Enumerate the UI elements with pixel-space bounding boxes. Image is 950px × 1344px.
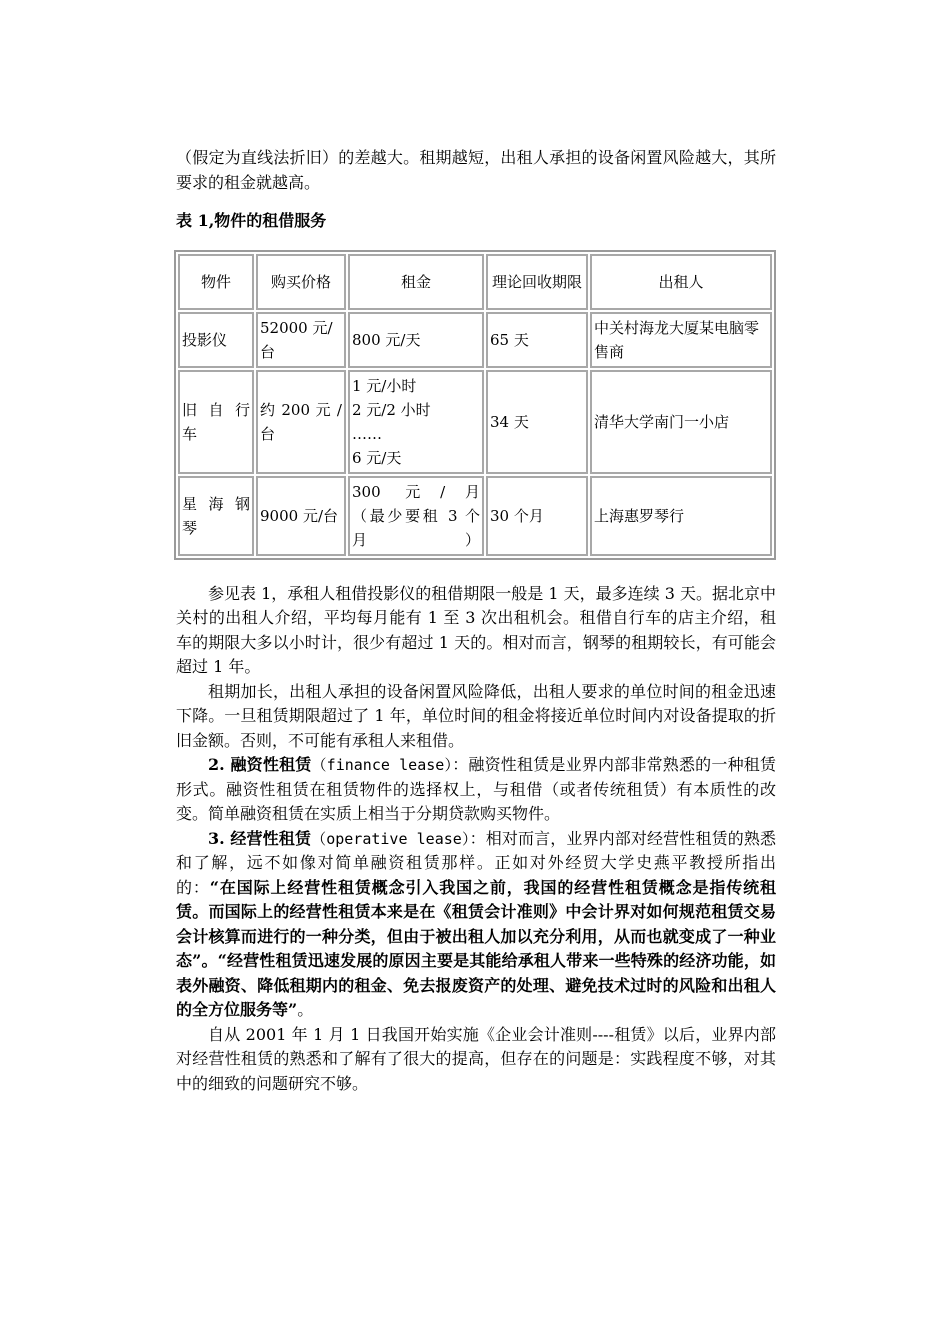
paragraph-lease-term: 租期加长，出租人承担的设备闲置风险降低，出租人要求的单位时间的租金迅速下降。一旦租赁期限超过了 1 年，单位时间的租金将接近单位时间内对设备提取的折旧金额。否则，不可能有承租人来租借。 [176,681,776,750]
price-cell: 9000 元/台 [256,476,346,556]
lessor-cell: 清华大学南门一小店 [590,370,772,474]
period-cell: 65 天 [486,312,588,368]
paragraph-operative-lease [176,827,776,1023]
rent-cell [348,476,484,556]
rental-table [174,250,776,560]
intro-paragraph: （假定为直线法折旧）的差越大。租期越短，出租人承担的设备闲置风险越大，其所要求的租金就越高。 [176,148,776,192]
section-heading: 经营性租赁 [230,828,312,848]
period-cell: 34 天 [486,370,588,474]
table-row [178,370,772,474]
header-cell: 购买价格 [256,254,346,310]
table-row [178,476,772,556]
section-body: ：融资性租赁是业界内部非常熟悉的一种租赁形式。融资性租赁在租赁物件的选择权上，与租借（或者传统租赁）有本质性的改变。简单融资租赁在实质上相当于分期贷款购买物件。 [176,755,776,823]
paragraph-table-reference: 参见表 1，承租人租借投影仪的租借期限一般是 1 天，最多连续 3 天。据北京中关村的出租人介绍，平均每月能有 1 至 3 次出租机会。租借自行车的店主介绍，租车的期限大多以小时计，很少有超过 1 天的。相对而言，钢琴的租期较长，有可能会超过 1 年。 [176,583,776,676]
item-cell: 旧 自 行 车 [178,370,254,474]
paragraph-finance-lease [176,753,776,827]
document-page [176,146,776,1096]
header-cell: 出租人 [590,254,772,310]
section-heading: 融资性租赁 [230,755,312,774]
rent-line: （最少要租 3 个月） [352,506,480,549]
lessor-cell: 中关村海龙大厦某电脑零售商 [590,312,772,368]
price-cell: 约 200 元 /台 [256,370,346,474]
rent-line: 1 元/小时 [352,376,417,395]
rent-line: 6 元/天 [352,448,402,467]
section-number: 3. [208,828,231,848]
section-number: 2. [208,755,231,774]
rent-line: 300 元/月 [352,482,480,501]
rent-cell [348,312,484,368]
quotation: “在国际上经营性租赁概念引入我国之前，我国的经营性租赁概念是指传统租赁。而国际上的经营性租赁本来是在《租赁会计准则》中会计界对如何规范租赁交易会计核算而进行的一种分类，但由于被出租人加以充分利用，从而也就变成了一种业态”。“经营性租赁迅速发展的原因主要是其能给承租人带来一些特殊的经济功能，如表外融资、降低租期内的租金、免去报废资产的处理、避免技术过时的风险和出租人的全方位服务等” [176,877,776,1019]
lessor-cell: 上海惠罗琴行 [590,476,772,556]
paragraph-accounting-standard: 自从 2001 年 1 月 1 日我国开始实施《企业会计准则----租赁》以后，业界内部对经营性租赁的熟悉和了解有了很大的提高，但存在的问题是：实践程度不够，对其中的细致的问题研究不够。 [176,1024,776,1093]
section-heading-en: （finance lease） [311,756,453,774]
section-body: ：相对而言，业界内部对经营性租赁的熟悉和了解，远不如像对简单融资租赁那样。正如对外经贸大学史燕平教授所指出的： [176,828,776,897]
header-cell: 物件 [178,254,254,310]
rent-line: 800 元/天 [352,330,421,349]
item-cell: 投影仪 [178,312,254,368]
table-caption: 表 1,物件的租借服务 [176,211,327,230]
rent-line: …… [352,424,382,443]
rent-line: 2 元/2 小时 [352,400,431,419]
header-cell: 理论回收期限 [486,254,588,310]
item-cell: 星 海 钢 琴 [178,476,254,556]
rent-cell [348,370,484,474]
quotation-end: 。 [297,1000,314,1019]
price-cell: 52000 元/台 [256,312,346,368]
section-heading-en: （operative lease） [311,829,470,848]
period-cell: 30 个月 [486,476,588,556]
table-row [178,312,772,368]
header-cell: 租金 [348,254,484,310]
table-header-row [178,254,772,310]
